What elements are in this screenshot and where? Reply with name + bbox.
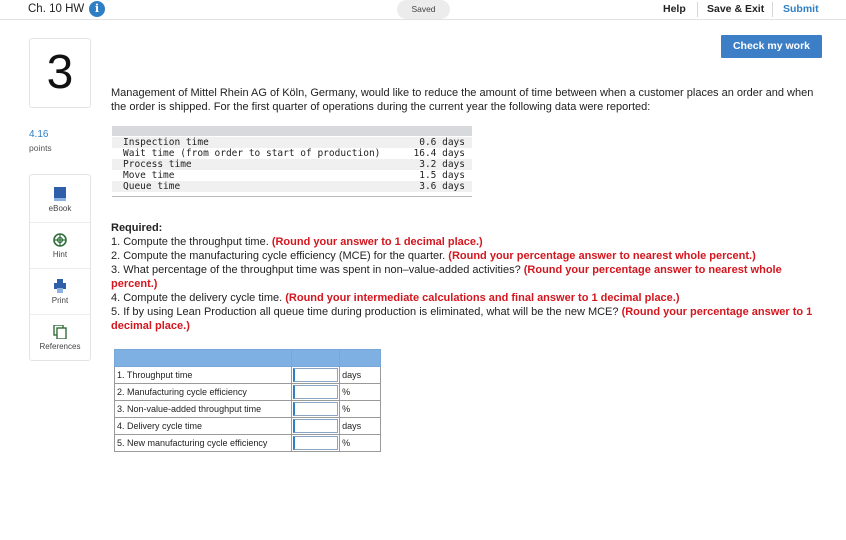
divider [30, 314, 90, 315]
hint-button[interactable] [30, 233, 90, 259]
answer-label: 2. Manufacturing cycle efficiency [115, 384, 292, 401]
throughput-time-input[interactable] [293, 368, 338, 382]
answer-unit: days [340, 418, 381, 435]
required-item-text: 4. Compute the delivery cycle time. [111, 292, 286, 304]
required-item-text: 2. Compute the manufacturing cycle efficiency (MCE) for the quarter. [111, 250, 449, 262]
answer-label: 5. New manufacturing cycle efficiency [115, 435, 292, 452]
ebook-icon [53, 187, 67, 201]
question-intro: Management of Mittel Rhein AG of Köln, Germany, would like to reduce the amount of time between when a customer places an order and when the order is shipped. For the first quarter of operations during the current year the following data were reported: [111, 87, 814, 113]
required-item-note: (Round your percentage answer to nearest whole percent.) [448, 250, 756, 262]
data-row [112, 137, 472, 148]
answer-unit: days [340, 367, 381, 384]
saved-status-badge: Saved [397, 0, 450, 19]
answer-row [115, 367, 381, 384]
answer-label: 1. Throughput time [115, 367, 292, 384]
submit-link[interactable]: Submit [783, 3, 819, 15]
mce-input[interactable] [293, 385, 338, 399]
data-row-label: Move time [123, 170, 175, 181]
required-item [111, 249, 826, 263]
help-link[interactable]: Help [663, 3, 686, 15]
points-label: points [29, 143, 52, 153]
required-item-note: (Round your answer to 1 decimal place.) [271, 236, 483, 248]
required-section [111, 221, 826, 333]
required-item [111, 235, 826, 249]
data-row-value: 3.2 days [419, 159, 465, 170]
divider [30, 268, 90, 269]
required-item-note: (Round your percentage answer to nearest whole percent.) [111, 264, 782, 290]
data-row-label: Queue time [123, 181, 181, 192]
answer-unit: % [340, 435, 381, 452]
required-item-text: 5. If by using Lean Production all queue time during production is eliminated, what will be the new MCE? [111, 306, 622, 318]
divider [30, 222, 90, 223]
data-row [112, 181, 472, 192]
references-label: References [39, 342, 81, 351]
answer-table-header [115, 350, 381, 367]
data-row-value: 0.6 days [419, 137, 465, 148]
divider [772, 2, 773, 17]
required-heading: Required: [111, 222, 163, 234]
answer-row [115, 418, 381, 435]
references-button[interactable] [30, 325, 90, 351]
answer-row [115, 435, 381, 452]
check-my-work-button[interactable]: Check my work [721, 35, 822, 58]
data-table-header [112, 126, 472, 136]
data-row-label: Process time [123, 159, 192, 170]
references-icon [53, 325, 67, 339]
data-row [112, 148, 472, 159]
save-exit-link[interactable]: Save & Exit [707, 3, 765, 15]
data-row-label: Inspection time [123, 137, 209, 148]
new-mce-input[interactable] [293, 436, 338, 450]
answer-label: 3. Non-value-added throughput time [115, 401, 292, 418]
data-row [112, 159, 472, 170]
required-item [111, 305, 826, 333]
top-bar [0, 0, 846, 20]
assignment-title: Ch. 10 HW [28, 3, 85, 15]
info-icon[interactable]: i [89, 1, 105, 17]
delivery-cycle-time-input[interactable] [293, 419, 338, 433]
data-row-value: 3.6 days [419, 181, 465, 192]
answer-label: 4. Delivery cycle time [115, 418, 292, 435]
required-item-note: (Round your percentage answer to 1 decimal place.) [111, 306, 813, 332]
non-value-added-input[interactable] [293, 402, 338, 416]
hint-label: Hint [52, 250, 68, 259]
print-icon [53, 279, 67, 293]
tools-panel [29, 174, 91, 361]
required-item [111, 291, 826, 305]
data-row [112, 170, 472, 181]
required-item-text: 1. Compute the throughput time. [111, 236, 272, 248]
ebook-label: eBook [48, 204, 72, 213]
required-item-note: (Round your intermediate calculations and final answer to 1 decimal place.) [285, 292, 680, 304]
answer-row [115, 384, 381, 401]
ebook-button[interactable] [30, 187, 90, 213]
points-value: 4.16 [29, 129, 49, 140]
data-row-value: 16.4 days [413, 148, 465, 159]
required-item [111, 263, 826, 291]
answer-row [115, 401, 381, 418]
data-row-value: 1.5 days [419, 170, 465, 181]
answer-unit: % [340, 401, 381, 418]
print-button[interactable] [30, 279, 90, 305]
data-table-footer [112, 196, 472, 201]
answer-table [114, 349, 381, 452]
required-item-text: 3. What percentage of the throughput time was spent in non–value-added activities? [111, 264, 524, 276]
print-label: Print [51, 296, 69, 305]
answer-unit: % [340, 384, 381, 401]
data-row-label: Wait time (from order to start of production) [123, 148, 381, 159]
hint-icon [53, 233, 67, 247]
data-table [112, 126, 472, 201]
question-number: 3 [29, 38, 91, 108]
divider [697, 2, 698, 17]
